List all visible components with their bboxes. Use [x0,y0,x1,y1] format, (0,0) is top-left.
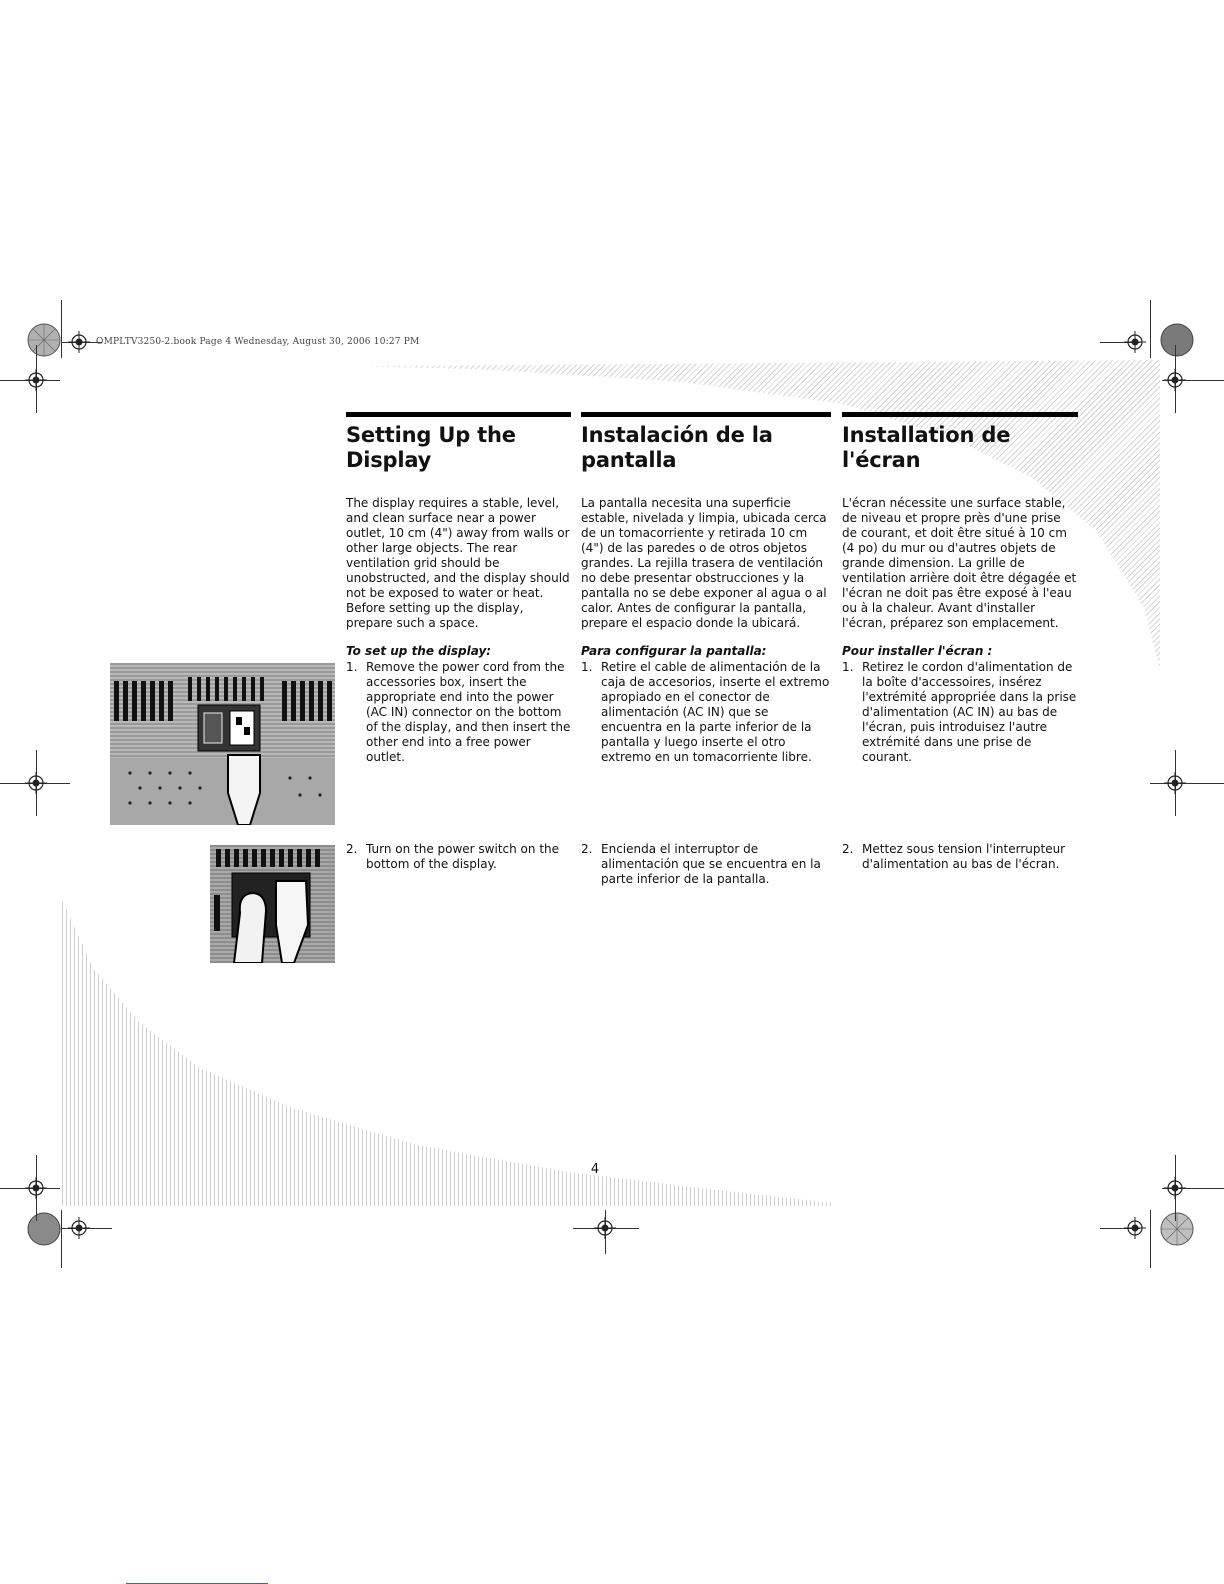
registration-mark-icon [1124,331,1146,353]
crop-mark [1150,1210,1151,1268]
steps-title: Para configurar la pantalla: [581,644,767,658]
column-french [842,412,1078,871]
intro-paragraph: La pantalla necesita una superficie estable, nivelada y limpia, ubicada cerca de un tomacorriente y retirada 10 cm (4") de las paredes o de otros objetos grandes. La rejilla trasera de ventilación no debe presentar obstrucciones y la pantalla no se debe exponer al agua o al calor. Antes de configurar la pantalla, prepare el espacio donde la ubicará. [581,496,827,630]
crop-mark [1150,783,1224,784]
step-number: 1. [842,660,854,674]
step-number: 1. [346,660,358,674]
registration-mark-icon [594,1217,616,1239]
step-number: 2. [842,842,854,856]
registration-mark-icon [68,1217,90,1239]
registration-mark-icon [25,1177,47,1199]
step-text: Remove the power cord from the accessories box, insert the appropriate end into the power (AC IN) connector on the bottom of the display, and then insert the other end into a free power outlet. [366,660,571,764]
registration-mark-icon [68,331,90,353]
step-item [581,842,831,887]
column-spanish [581,412,831,886]
column-english [346,412,571,871]
illustration-power-switch [210,845,335,963]
registration-mark-icon [25,369,47,391]
intro-paragraph: The display requires a stable, level, and clean surface near a power outlet, 10 cm (4") away from walls or other large objects. The rear ventilation grid should be unobstructed, and the display should not be exposed to water or heat. Before setting up the display, prepare such a space. [346,496,570,630]
step-text: Turn on the power switch on the bottom of the display. [366,842,560,871]
step-item [346,842,571,872]
steps-title: To set up the display: [346,644,492,658]
crop-mark [61,300,62,358]
step-item [842,842,1078,872]
illustration-power-cord [110,663,335,825]
section-heading: Installation de l'écran [842,423,1011,472]
registration-mark-icon [25,772,47,794]
page-number: 4 [590,1162,600,1177]
slug-line: OMPLTV3250-2.book Page 4 Wednesday, August 30, 2006 10:27 PM [96,337,420,347]
step-text: Encienda el interruptor de alimentación que se encuentra en la parte inferior de la pantalla. [601,842,821,886]
registration-mark-icon [1164,369,1186,391]
step-text: Retire el cable de alimentación de la caja de accesorios, inserte el extremo apropiado en el conector de alimentación (AC IN) que se encuentra en la parte inferior de la pantalla y luego inserte el otro extremo en un tomacorriente libre. [601,660,830,764]
intro-paragraph: L'écran nécessite une surface stable, de niveau et propre près d'une prise de courant, et doit être situé à 10 cm (4 po) du mur ou d'autres objets de grande dimension. La grille de ventilation arrière doit être dégagée et l'écran ne doit pas être exposé à l'eau ou à la chaleur. Avant d'installer l'écran, préparez son emplacement. [842,496,1077,630]
section-heading: Setting Up the Display [346,423,516,472]
section-heading: Instalación de la pantalla [581,423,773,472]
color-bar-bottom-right [1160,1212,1194,1246]
step-item [346,660,571,765]
color-bar-top-left [27,323,61,357]
power-switch-finger-icon [210,845,335,963]
step-text: Retirez le cordon d'alimentation de la boîte d'accessoires, insérez l'extrémité appropriée dans la prise d'alimentation (AC IN) au bas de l'écran, puis introduisez l'autre extrémité dans une prise de courant. [862,660,1077,764]
registration-mark-icon [1164,772,1186,794]
power-cord-connector-icon [110,663,335,825]
color-bar-top-right [1160,323,1194,357]
step-number: 2. [581,842,593,856]
crop-mark [1150,300,1151,358]
steps-title: Pour installer l'écran : [842,644,993,658]
registration-mark-icon [1124,1217,1146,1239]
heading-rule [842,412,1078,417]
step-text: Mettez sous tension l'interrupteur d'alimentation au bas de l'écran. [862,842,1066,871]
decorative-hatch-bottom [62,900,832,1206]
heading-rule [346,412,571,417]
step-item [842,660,1078,765]
crop-mark [61,1210,62,1268]
registration-mark-icon [1164,1177,1186,1199]
step-item [581,660,831,765]
heading-rule [581,412,831,417]
step-number: 2. [346,842,358,856]
step-number: 1. [581,660,593,674]
color-bar-bottom-left [27,1212,61,1246]
